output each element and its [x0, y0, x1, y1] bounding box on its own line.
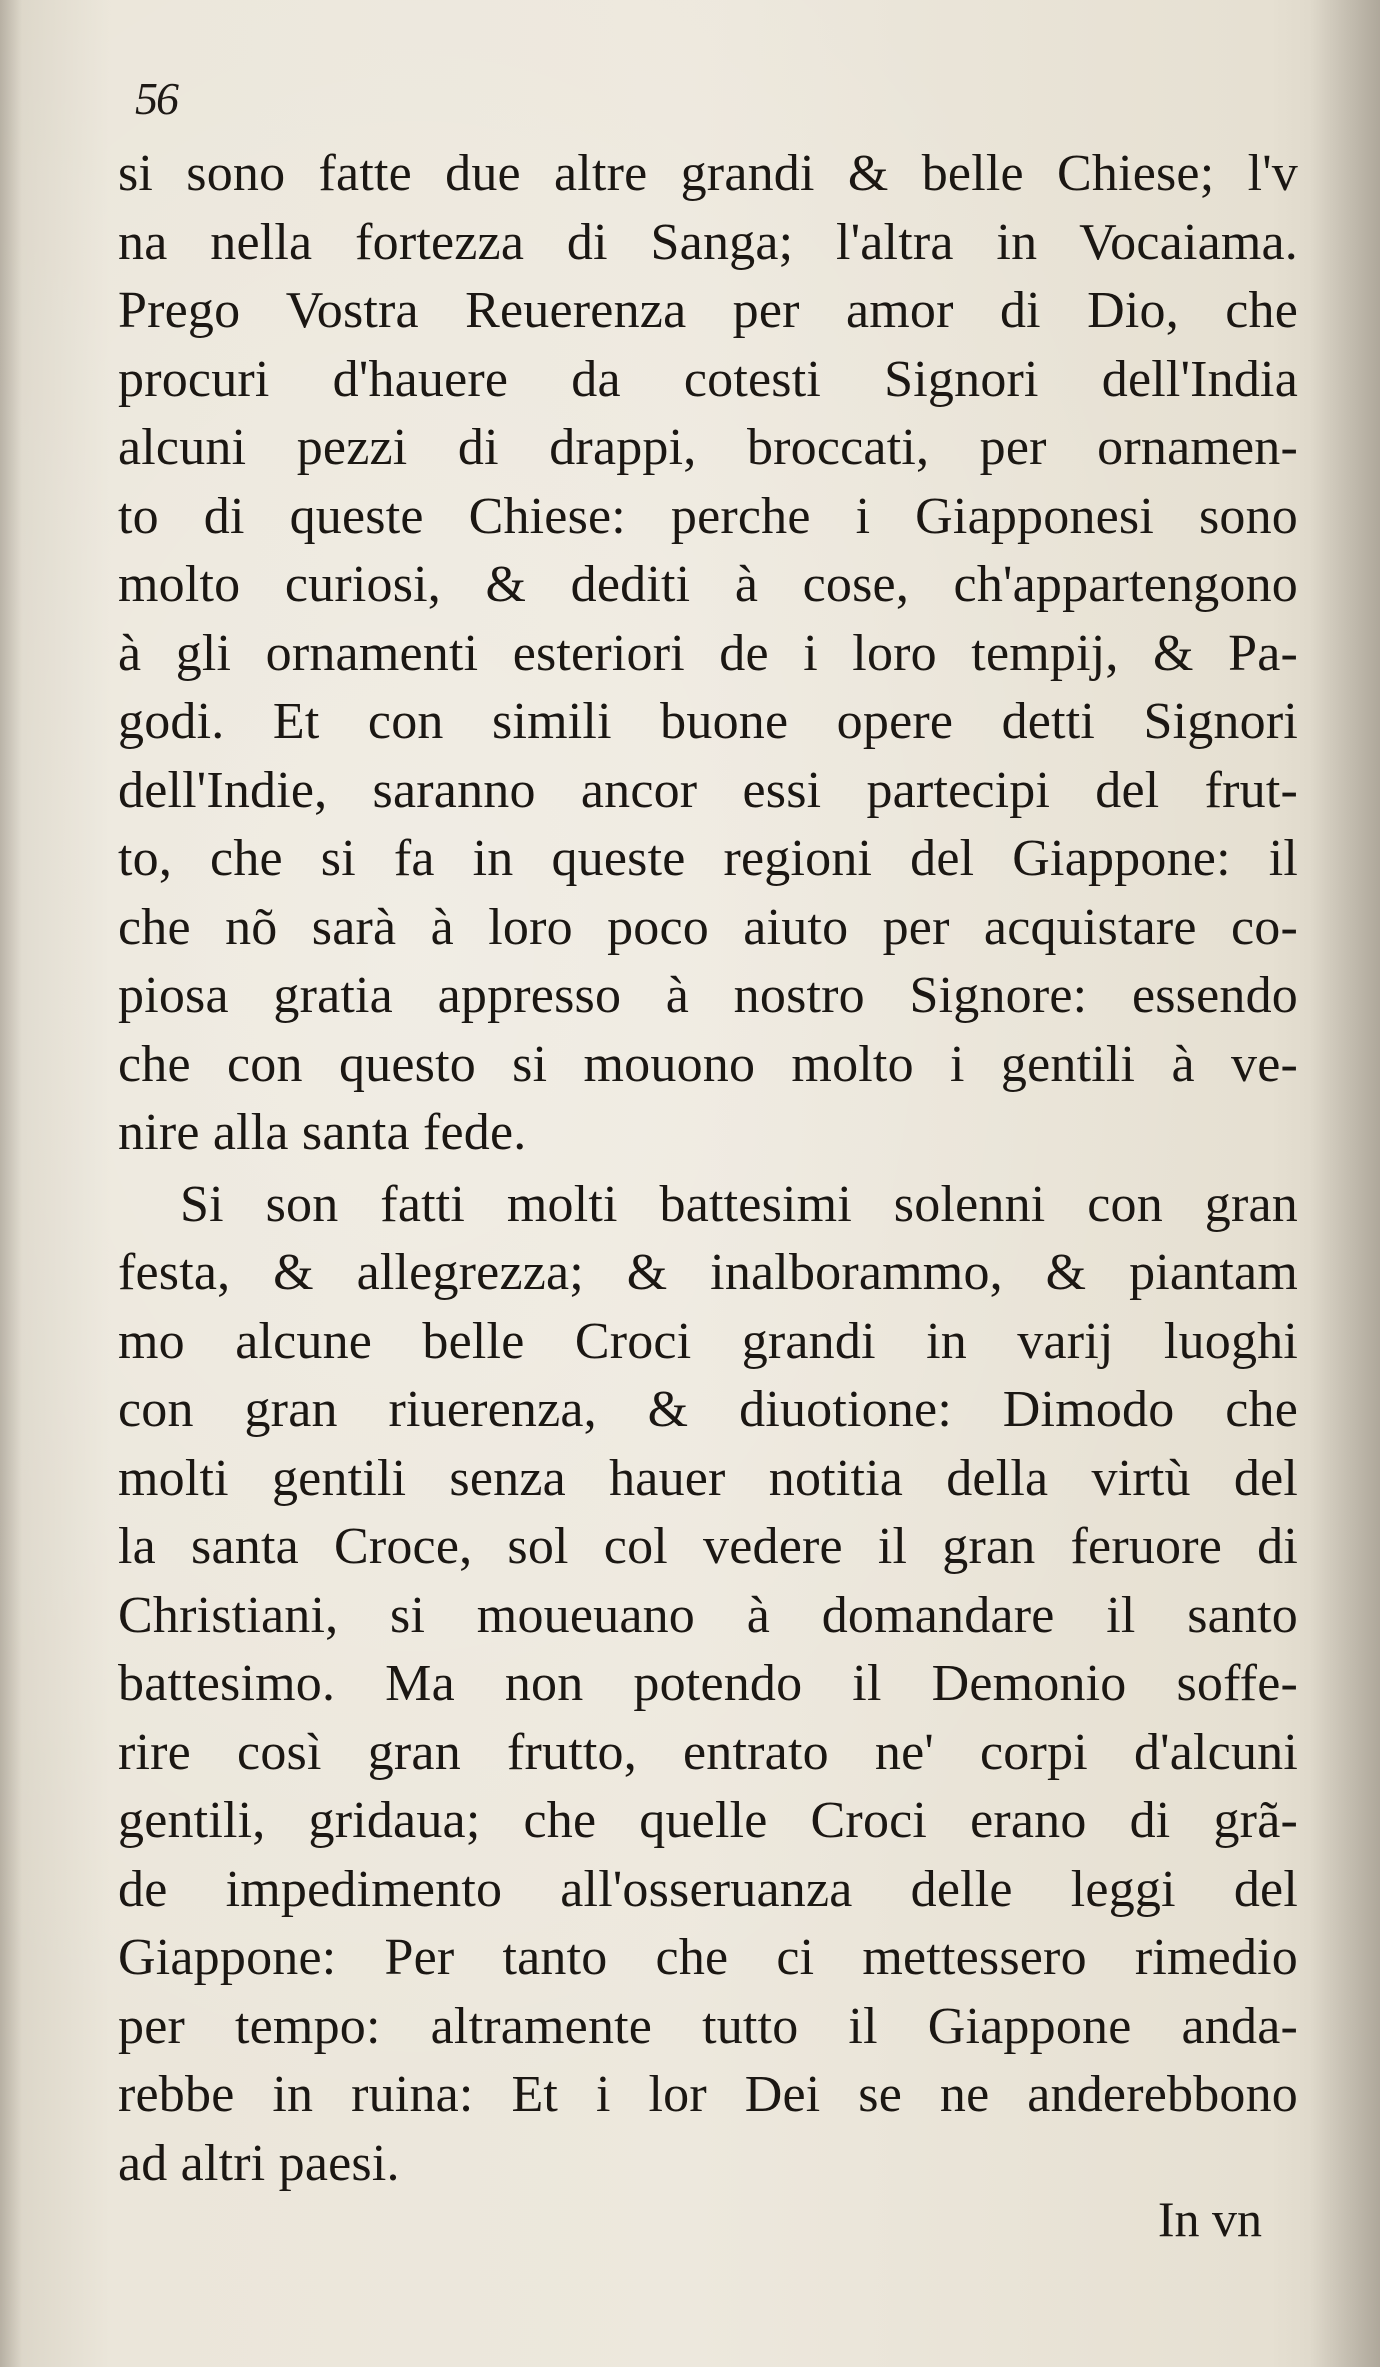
text-line: rebbe in ruina: Et i lor Dei se ne anderebbono	[118, 2066, 1298, 2123]
text-line: nire alla santa fede.	[118, 1104, 527, 1161]
text-line: si sono fatte due altre grandi & belle Chiese; l'v	[118, 145, 1298, 202]
text-line: to di queste Chiese: perche i Giapponesi sono	[118, 487, 1298, 545]
text-line: gentili, gridaua; che quelle Croci erano di grã-	[118, 1792, 1298, 1849]
page-number: 56	[135, 73, 177, 124]
text-line: con gran riuerenza, & diuotione: Dimodo che	[118, 1381, 1298, 1438]
text-line: molto curiosi, & dediti à cose, ch'appartengono	[118, 556, 1298, 613]
text-line: rire così gran frutto, entrato ne' corpi d'alcuni	[118, 1723, 1298, 1781]
text-line: la santa Croce, sol col vedere il gran feruore di	[118, 1518, 1298, 1575]
page-edge-shadow	[0, 0, 22, 2367]
text-line: Christiani, si moueuano à domandare il santo	[118, 1586, 1298, 1644]
text-line: de impedimento all'osseruanza delle leggi del	[118, 1860, 1298, 1918]
text-line: mo alcune belle Croci grandi in varij luoghi	[118, 1312, 1298, 1370]
catchword: In vn	[1157, 2191, 1262, 2247]
text-line: dell'Indie, saranno ancor essi partecipi del frut-	[118, 761, 1298, 819]
text-line: procuri d'hauere da cotesti Signori dell'India	[118, 350, 1298, 408]
text-line: che nõ sarà à loro poco aiuto per acquistare co-	[118, 898, 1298, 956]
text-line: alcuni pezzi di drappi, broccati, per ornamen-	[118, 419, 1298, 476]
text-line: ad altri paesi.	[118, 2134, 400, 2192]
body-text	[118, 140, 1298, 2198]
text-line: piosa gratia appresso à nostro Signore: essendo	[118, 967, 1298, 1024]
text-line: na nella fortezza di Sanga; l'altra in Vocaiama.	[118, 213, 1298, 271]
text-line: Prego Vostra Reuerenza per amor di Dio, che	[118, 282, 1298, 339]
paragraph-1	[118, 140, 1298, 1168]
text-line: che con questo si mouono molto i gentili à ve-	[118, 1035, 1298, 1093]
text-line: festa, & allegrezza; & inalborammo, & piantam	[118, 1244, 1298, 1301]
paragraph-2	[118, 1171, 1298, 2199]
text-line: molti gentili senza hauer notitia della virtù del	[118, 1449, 1298, 1507]
text-line: per tempo: altramente tutto il Giappone anda-	[118, 1997, 1298, 2055]
text-line: battesimo. Ma non potendo il Demonio soffe-	[118, 1655, 1298, 1712]
text-line: to, che si fa in queste regioni del Giappone: il	[118, 830, 1298, 887]
text-line: à gli ornamenti esteriori de i loro tempij, & Pa-	[118, 624, 1298, 682]
text-line: Giappone: Per tanto che ci mettessero rimedio	[118, 1929, 1298, 1986]
gutter-shadow	[1310, 0, 1380, 2367]
text-line: Si son fatti molti battesimi solenni con gran	[180, 1175, 1298, 1233]
text-line: godi. Et con simili buone opere detti Signori	[118, 693, 1298, 750]
